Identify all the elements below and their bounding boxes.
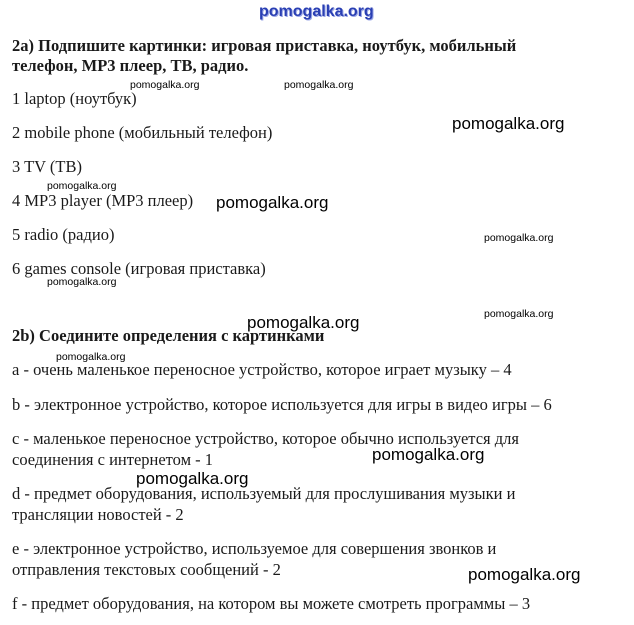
definition-line: трансляции новостей - 2 <box>12 505 184 524</box>
watermark: pomogalka.org <box>47 276 117 288</box>
list-item: 1 laptop (ноутбук) <box>12 89 137 108</box>
watermark: pomogalka.org <box>484 232 554 244</box>
definition-line: d - предмет оборудования, используемый для прослушивания музыки и <box>12 484 516 503</box>
watermark: pomogalka.org <box>484 308 554 320</box>
watermark: pomogalka.org <box>284 79 354 91</box>
definition-line: отправления текстовых сообщений - 2 <box>12 560 281 579</box>
watermark: pomogalka.org <box>47 180 117 192</box>
list-item: 3 TV (ТВ) <box>12 157 82 176</box>
definition-line: f - предмет оборудования, на котором вы можете смотреть программы – 3 <box>12 594 531 613</box>
definition-line: a - очень маленькое переносное устройство, которое играет музыку – 4 <box>12 360 512 379</box>
section-a-heading-line2: телефон, MP3 плеер, ТВ, радио. <box>12 56 249 75</box>
definition-line: b - электронное устройство, которое используется для игры в видео игры – 6 <box>12 395 552 414</box>
watermark-top: pomogalka.org <box>259 3 374 20</box>
section-b-heading: 2b) Соедините определения с картинками <box>12 326 325 345</box>
watermark: pomogalka.org <box>452 114 565 133</box>
watermark: pomogalka.org <box>247 313 360 332</box>
list-item: 2 mobile phone (мобильный телефон) <box>12 123 273 142</box>
list-item: 5 radio (радио) <box>12 225 115 244</box>
watermark: pomogalka.org <box>56 351 126 363</box>
watermark: pomogalka.org <box>136 469 249 488</box>
watermark: pomogalka.org <box>216 193 329 212</box>
section-a-heading-line1: 2a) Подпишите картинки: игровая приставка, ноутбук, мобильный <box>12 36 517 55</box>
definition-line: c - маленькое переносное устройство, которое обычно используется для <box>12 429 519 448</box>
list-item: 4 MP3 player (MP3 плеер) <box>12 191 194 210</box>
watermark: pomogalka.org <box>468 565 581 584</box>
definition-line: соединения с интернетом - 1 <box>12 450 214 469</box>
list-item: 6 games console (игровая приставка) <box>12 259 266 278</box>
watermark: pomogalka.org <box>372 445 485 464</box>
definition-line: e - электронное устройство, используемое для совершения звонков и <box>12 539 497 558</box>
watermark: pomogalka.org <box>130 79 200 91</box>
